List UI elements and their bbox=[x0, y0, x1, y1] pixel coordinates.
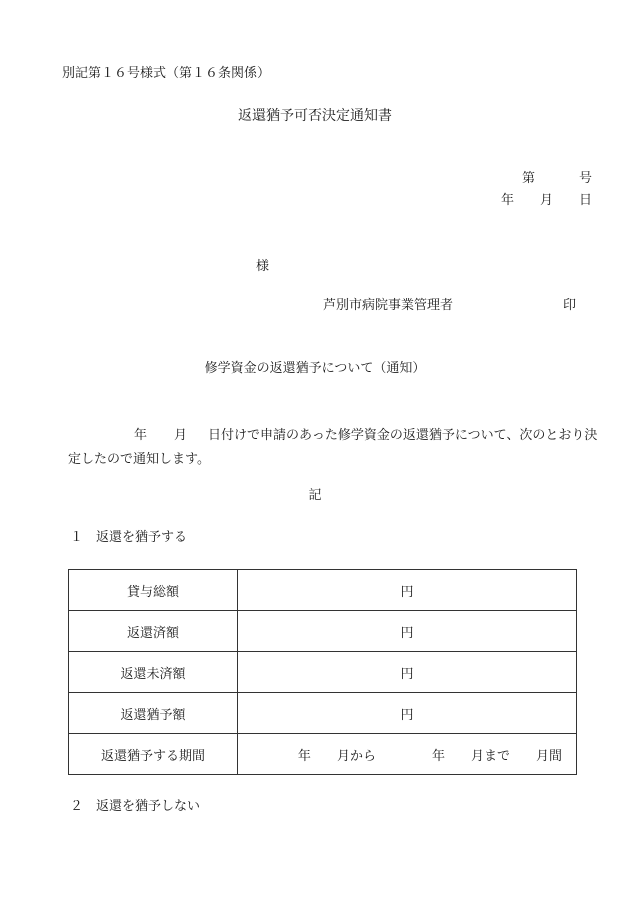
seal-mark: 印 bbox=[563, 298, 577, 313]
date-year: 年 bbox=[500, 193, 514, 208]
issuer-name: 芦別市病院事業管理者 bbox=[323, 298, 454, 313]
form-identifier: 別記第１６号様式（第１６条関係） bbox=[62, 66, 271, 81]
body-month: 月 bbox=[174, 428, 188, 443]
issue-date bbox=[501, 194, 592, 207]
document-title: 返還猶予可否決定通知書 bbox=[238, 108, 392, 124]
period-month-from: 月から bbox=[336, 748, 376, 764]
recipient-honorific: 様 bbox=[256, 259, 270, 274]
table-row bbox=[69, 693, 577, 734]
ki-marker: 記 bbox=[308, 488, 322, 503]
table-row bbox=[69, 652, 577, 693]
date-day: 日 bbox=[578, 193, 592, 208]
document-number bbox=[522, 172, 592, 185]
date-month: 月 bbox=[539, 193, 553, 208]
period-year-from: 年 bbox=[297, 748, 311, 764]
period-year-to: 年 bbox=[431, 748, 445, 764]
period-month-to: 月まで bbox=[470, 748, 510, 764]
period-value bbox=[238, 734, 577, 775]
number-prefix: 第 bbox=[521, 171, 535, 186]
period-months: 月間 bbox=[535, 748, 562, 764]
row-label: 貸与総額 bbox=[69, 570, 238, 611]
row-unit: 円 bbox=[238, 611, 577, 652]
table-row-period bbox=[69, 734, 577, 775]
number-suffix: 号 bbox=[578, 171, 592, 186]
body-text: 日付けで申請のあった修学資金の返還猶予について、次のとおり決定したので通知します。 bbox=[68, 428, 598, 467]
row-label: 返還猶予額 bbox=[69, 693, 238, 734]
row-unit: 円 bbox=[238, 693, 577, 734]
notice-body bbox=[68, 424, 608, 472]
section1-label: １ 返還を猶予する bbox=[70, 530, 188, 545]
row-unit: 円 bbox=[238, 652, 577, 693]
period-label: 返還猶予する期間 bbox=[69, 734, 238, 775]
notice-subject: 修学資金の返還猶予について（通知） bbox=[204, 361, 426, 376]
row-label: 返還未済額 bbox=[69, 652, 238, 693]
row-unit: 円 bbox=[238, 570, 577, 611]
table-row bbox=[69, 611, 577, 652]
section2-label: ２ 返還を猶予しない bbox=[70, 799, 201, 814]
deferment-table bbox=[68, 569, 577, 775]
body-year: 年 bbox=[134, 428, 148, 443]
row-label: 返還済額 bbox=[69, 611, 238, 652]
table-row bbox=[69, 570, 577, 611]
